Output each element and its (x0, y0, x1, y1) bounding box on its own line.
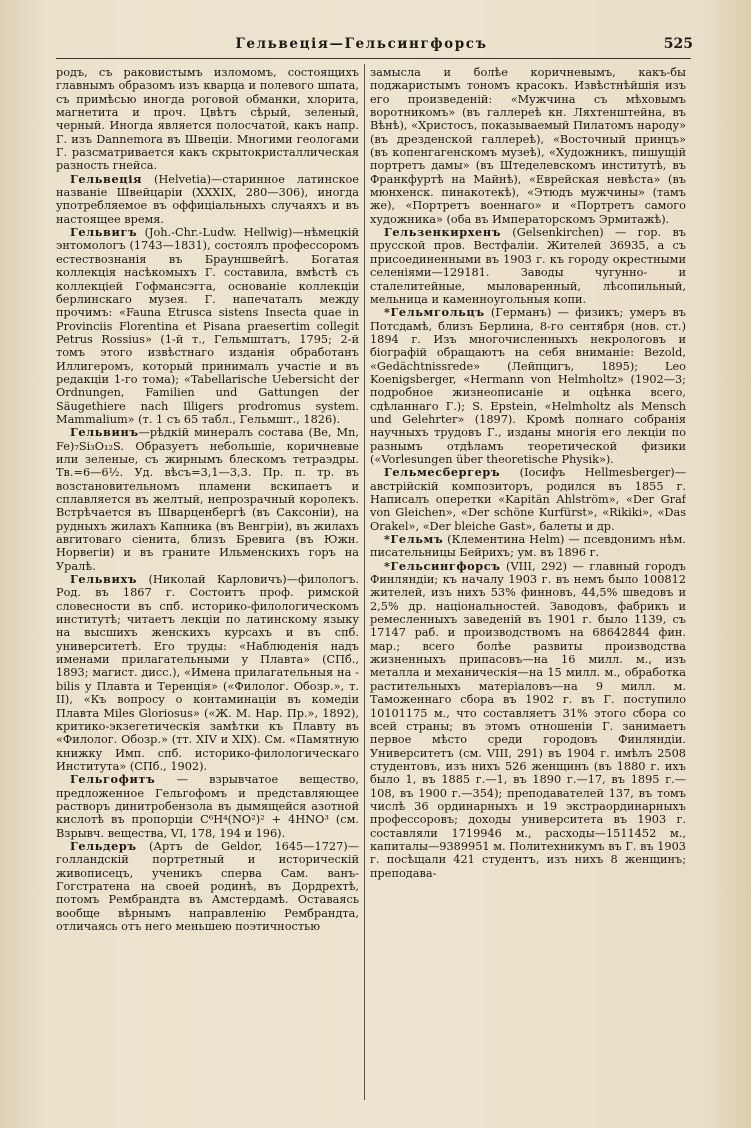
header-rule (56, 58, 691, 59)
entry-headword: Гельвихъ (70, 572, 138, 587)
entry-helsingfors (370, 560, 686, 880)
entry-headword: *Гельмъ (384, 532, 444, 547)
entry-gelvikh (56, 573, 359, 773)
entry-text: (VIII, 292) — главный городъ Финляндіи; къ началу 1903 г. въ немъ было 100812 жителей, изъ нихъ 53% финновъ, 44,5% шведовъ и 2,5% др. національностей. Заводовъ, фабрикъ и ремесленныхъ заведеній въ 1901 г. было 1139, съ 17147 раб. и производствомъ на 68642844 фин. мар.; всего болѣе развиты производства жизненныхъ припасовъ—на 16 милл. м., изъ металла и механическія—на 15 милл. м., обработка растительныхъ матеріаловъ—на 9 милл. м. Таможеннаго сбора въ 1902 г. въ Г. поступило 10101175 м., что составляетъ 31% этого сбора со всей страны; въ этомъ отношеніи Г. занимаетъ первое мѣсто среди городовъ Финляндіи. Университетъ (см. VIII, 291) въ 1904 г. имѣлъ 2508 студентовъ, изъ нихъ 526 женщинъ (въ 1880 г. ихъ было 1, въ 1885 г.—1, въ 1890 г.—17, въ 1895 г.—108, въ 1900 г.—354); преподавателей 137, въ томъ числѣ 36 ординарныхъ и 19 экстраординарныхъ профессоровъ; доходы университета въ 1903 г. составляли 1719946 м., расходы—1511452 м., капиталы—9389951 м. Политехникумъ въ Г. въ 1903 г. посѣщали 421 студентъ, изъ нихъ 8 женщинъ; преподава- (370, 559, 686, 880)
entry-hellwig (56, 226, 359, 426)
entry-continuation: родъ, съ раковистымъ изломомъ, состоящихъ главнымъ образомъ изъ кварца и полевого шпата, съ примѣсью иногда роговой обманки, хлорита, магнетита и проч. Цвѣтъ сѣрый, зеленый, черный. Иногда является полосчатой, какъ напр. Г. изъ Dannemora въ Швеціи. Многими геологами Г. разсматривается какъ скрытокристаллическая разность гнейса. (56, 66, 359, 173)
entry-helhoffite (56, 773, 359, 840)
entry-headword: Гельвигъ (70, 225, 138, 240)
entry-headword: Гельгофитъ (70, 772, 156, 787)
entry-text: (Helvetia)—старинное латинское названіе Швейцаріи (XXXIX, 280—306), иногда употребляемое въ оффиціальныхъ случаяхъ и въ настоящее время. (56, 172, 359, 226)
entry-helmholtz (370, 306, 686, 466)
entry-text: (Іосифъ Hellmesberger)—австрійскій композиторъ, родился въ 1855 г. Написалъ оперетки «Kapitän Ahlström», «Der Graf von Gleichen», «Der schöne Kurfürst», «Rikiki», «Das Orakel», «Der bleiche Gast», балеты и др. (370, 466, 686, 533)
entry-text: —рѣдкій минералъ состава (Be, Mn, Fe)₇Si₃O₁₂S. Образуетъ небольшіе, коричневые или зеленые, съ жирнымъ блескомъ тетраэдры. Тв.=6—6½. Уд. вѣсъ=3,1—3,3. Пр. п. тр. въ возстановительномъ пламени вскипаетъ и сплавляется въ желтый, непрозрачный королекъ. Встрѣчается въ Шварценбергѣ (въ Саксоніи), на рудныхъ жилахъ Капника (въ Венгріи), въ жилахъ авгитоваго сіенита, близъ Бревига (въ Южн. Норвегіи) и въ граните Ильменскихъ горъ на Уралѣ. (56, 426, 359, 573)
entry-text: (Gelsenkirchen) — гор. въ прусской пров. Вестфаліи. Жителей 36935, а съ присоединенными въ 1903 г. къ городу окрестными селеніями—129181. Заводы чугунно- и сталелитейные, мыловаренный, лѣсопильный, мельница и каменноугольныя копи. (370, 226, 686, 306)
entry-helvetia (56, 173, 359, 226)
entry-helm (370, 533, 686, 560)
entry-text: (Николай Карловичъ)—филологъ. Род. въ 1867 г. Состоитъ проф. римской словесности въ спб. историко-филологическомъ институтѣ; читаетъ лекціи по латинскому языку на высшихъ женскихъ курсахъ и въ спб. университетѣ. Его труды: «Наблюденія надъ именами прилагательными у Плавта» (СПб., 1893; магист. дисс.), «Имена прилагательныя на -bilis у Плавта и Теренція» («Филолог. Обозр.», т. II), «Къ вопросу о контаминаціи въ комедіи Плавта Miles Gloriosus» («Ж. М. Нар. Пр.», 1892), критико-экзегетическія замѣтки къ Плавту въ «Филолог. Обозр.» (тт. XIV и XIX). См. «Памятную книжку Имп. спб. историко-филологическаго Института» (СПб., 1902). (56, 573, 359, 773)
entry-headword: Гельвеція (70, 171, 143, 186)
entry-text: (Клементина Helm) — псевдонимъ нѣм. писательницы Бейрихъ; ум. въ 1896 г. (370, 533, 686, 560)
column-divider (364, 64, 365, 1100)
entry-headword: Гельвинъ (70, 425, 139, 440)
right-column (370, 66, 686, 1106)
running-header (30, 36, 693, 58)
entry-headword: Гельмесбергеръ (384, 465, 501, 480)
entry-headword: Гельзенкирхенъ (384, 225, 501, 240)
entry-helvin (56, 426, 359, 573)
page-title: Гельвеція—Гельсингфорсъ (235, 36, 488, 52)
entry-headword: Гельдеръ (70, 838, 137, 853)
entry-text: (Joh.-Chr.-Ludw. Hellwig)—нѣмецкій энтомологъ (1743—1831), состоялъ профессоромъ естествознанія въ Брауншвейгѣ. Богатая коллекція насѣкомыхъ Г. составила, вмѣстѣ съ коллекціей Гофмансэгга, основаніе коллекціи берлинскаго музея. Г. напечаталъ между прочимъ: «Fauna Etrusca sistens Insecta quae in Provinciis Florentina et Pisana praesertim collegit Petrus Rossius» (1-й т., Гельмштатъ, 1795; 2-й томъ этого извѣстнаго изданія обработанъ Иллигеромъ, который принималъ участіе и въ редакціи 1-го тома); «Tabellarische Uebersicht der Ordnungen, Familien und Gattungen der Säugethiere nach Illigers prodromus system. Mammalium» (т. 1 съ 65 табл., Гельмшт., 1826). (56, 226, 359, 426)
page-number: 525 (663, 36, 693, 52)
left-column (56, 66, 359, 1106)
entry-gelder (56, 840, 359, 933)
entry-gelsenkirchen (370, 226, 686, 306)
entry-text: (Германъ) — физикъ; умеръ въ Потсдамѣ, близъ Берлина, 8-го сентября (нов. ст.) 1894 г. Изъ многочисленныхъ некрологовъ и біографій обращаютъ на себя вниманіе: Bezold, «Gedächtnissrede» (Лейпцигъ, 1895); Leo Koenigsberger, «Hermann von Helmholtz» (1902—3; подробное жизнеописаніе и оцѣнка всего, сдѣланнаго Г.); S. Epstein, «Helmholtz als Mensch und Gelehrter» (1897). Кромѣ полнаго собранія научныхъ трудовъ Г., изданы многія его лекціи по разнымъ отдѣламъ теоретической физики («Vorlesungen über theoretische Physik»). (370, 306, 686, 466)
entry-text: (Артъ de Geldor, 1645—1727)—голландскій портретный и историческій живописецъ, ученикъ сперва Сам. ванъ-Гогстратена на своей родинѣ, въ Дордрехтѣ, потомъ Рембрандта въ Амстердамѣ. Оставаясь вообще вѣрнымъ направленію Рембрандта, отличаясь отъ него меньшею поэтичностью (56, 839, 359, 933)
entry-hellmesberger (370, 466, 686, 533)
entry-headword: *Гельсингфорсъ (384, 558, 501, 573)
entry-headword: *Гельмгольцъ (384, 305, 485, 320)
entry-continuation: замысла и болѣе коричневымъ, какъ-бы поджаристымъ тономъ красокъ. Извѣстнѣйшія изъ его произведеній: «Мужчина съ мѣховымъ воротникомъ» (въ галлереѣ кн. Ляхтенштейна, въ Вѣнѣ), «Христосъ, показываемый Пилатомъ народу» (въ дрезденской галлереѣ), «Восточный принцъ» (въ копенгагенскомъ музеѣ), «Художникъ, пишущій портретъ дамы» (въ Штеделевскомъ институтѣ, въ Франкфуртѣ на Майнѣ), «Еврейская невѣста» (въ мюнхенск. пинакотекѣ), «Этюдъ мужчины» (тамъ же), «Портретъ военнаго» и «Портретъ самого художника» (оба въ Императорскомъ Эрмитажѣ). (370, 66, 686, 226)
entry-text: — взрывчатое вещество, предложенное Гельгофомъ и представляющее растворъ динитробензола въ дымящейся азотной кислотѣ въ пропорціи C⁶H⁴(NO²)² + 4HNO³ (см. Взрывч. вещества, VI, 178, 194 и 196). (56, 773, 359, 840)
